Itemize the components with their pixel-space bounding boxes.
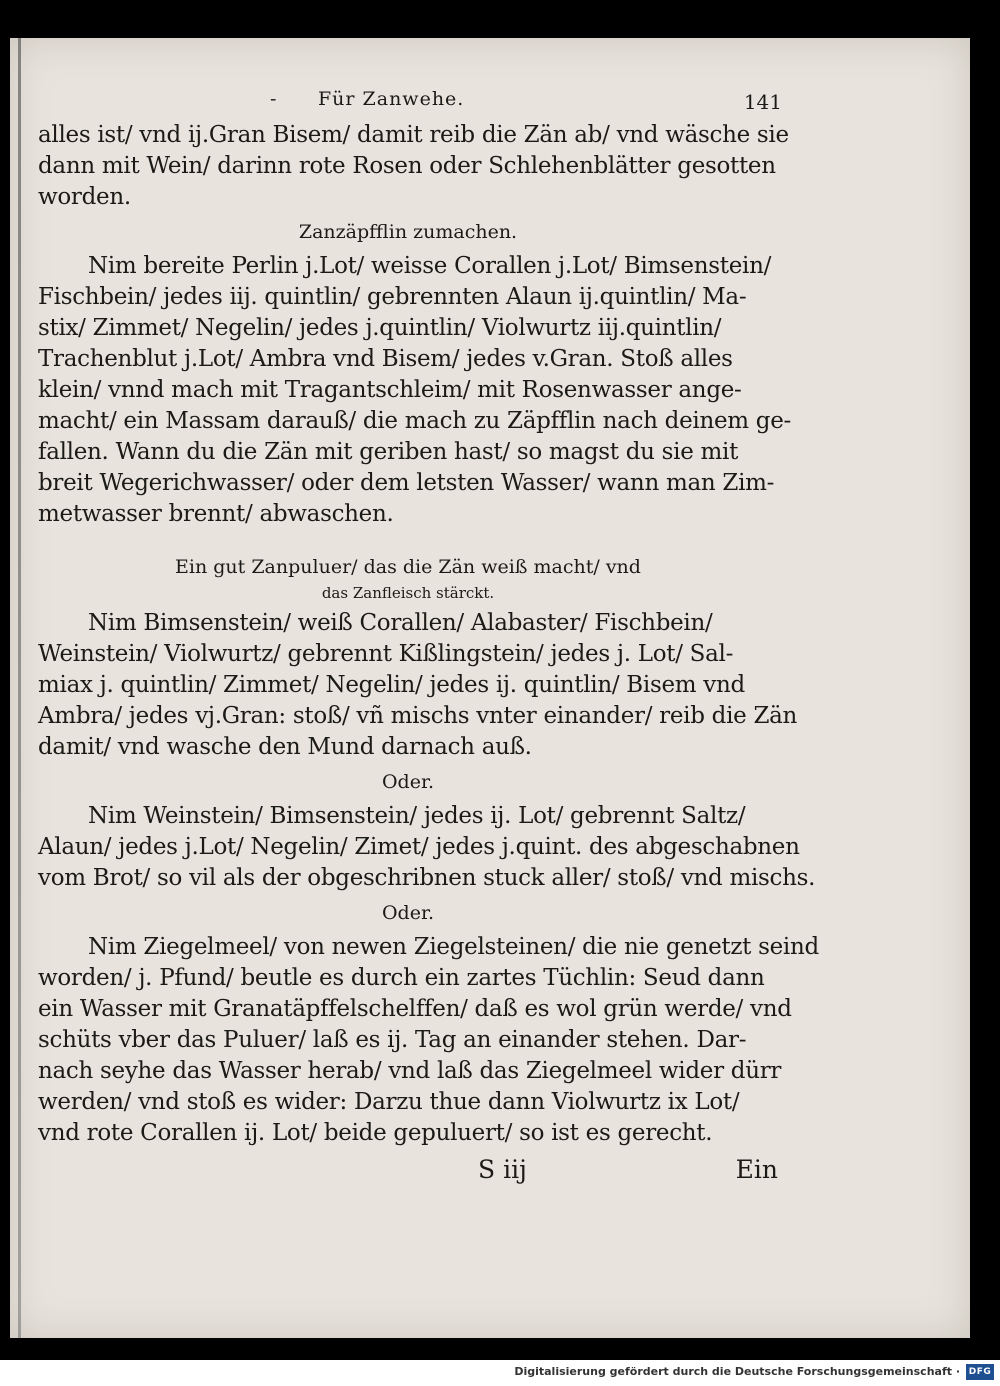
text-line: macht/ ein Massam darauß/ die mach zu Zäpfflin nach deinem ge-	[38, 408, 792, 434]
text-line: metwasser brennt/ abwaschen.	[38, 501, 394, 527]
text-block	[38, 86, 819, 1191]
signature-mark: S iij	[478, 1155, 527, 1184]
section-heading-zanzaepfflin: Zanzäpfflin zumachen.	[298, 221, 518, 243]
text-line: werden/ vnd stoß es wider: Darzu thue dann Violwurtz ix Lot/	[38, 1089, 740, 1115]
book-page	[10, 38, 970, 1338]
text-line: worden.	[38, 184, 131, 210]
text-line: schüts vber das Puluer/ laß es ij. Tag an einander stehen. Dar-	[38, 1027, 747, 1053]
text-line: vnd rote Corallen ij. Lot/ beide gepuluert/ so ist es gerecht.	[38, 1120, 713, 1146]
page-footer	[38, 1151, 778, 1191]
section-heading-oder-2: Oder.	[381, 902, 435, 924]
text-line: damit/ vnd wasche den Mund darnach auß.	[38, 734, 532, 760]
running-head	[38, 86, 782, 120]
text-line: Nim Weinstein/ Bimsenstein/ jedes ij. Lot/ gebrennt Saltz/	[88, 803, 746, 829]
text-line: Trachenblut j.Lot/ Ambra vnd Bisem/ jedes v.Gran. Stoß alles	[38, 346, 733, 372]
text-line: alles ist/ vnd ij.Gran Bisem/ damit reib die Zän ab/ vnd wäsche sie	[38, 122, 789, 148]
continuation-paragraph	[38, 120, 789, 213]
section-body-zanpuluer	[38, 608, 798, 763]
section-body-oder-1	[38, 801, 816, 894]
text-line: Ambra/ jedes vj.Gran: stoß/ vñ mischs vnter einander/ reib die Zän	[38, 703, 798, 729]
text-line: klein/ vnnd mach mit Tragantschleim/ mit Rosenwasser ange-	[38, 377, 742, 403]
text-line: Alaun/ jedes j.Lot/ Negelin/ Zimet/ jedes j.quint. des abgeschabnen	[38, 834, 800, 860]
section-subheading-zanpuluer: das Zanfleisch stärckt.	[321, 584, 495, 602]
section-heading-zanpuluer: Ein gut Zanpuluer/ das die Zän weiß macht/ vnd	[175, 556, 641, 578]
running-head-dash: -	[270, 88, 277, 110]
page-number: 141	[743, 90, 782, 114]
text-line: Nim Bimsenstein/ weiß Corallen/ Alabaster/ Fischbein/	[88, 610, 713, 636]
dfg-footer-bar	[0, 1360, 1000, 1386]
text-line: Weinstein/ Violwurtz/ gebrennt Kißlingstein/ jedes j. Lot/ Sal-	[38, 641, 734, 667]
section-heading-oder-1: Oder.	[381, 771, 435, 793]
text-line: Nim Ziegelmeel/ von newen Ziegelsteinen/ die nie genetzt seind	[88, 934, 819, 960]
text-line: stix/ Zimmet/ Negelin/ jedes j.quintlin/ Violwurtz iij.quintlin/	[38, 315, 722, 341]
section-body-zanzaepfflin	[38, 251, 792, 530]
dfg-credit-text: Digitalisierung gefördert durch die Deutsche Forschungsgemeinschaft ·	[514, 1365, 960, 1378]
section-body-oder-2	[38, 932, 819, 1149]
text-line: ein Wasser mit Granatäpffelschelffen/ daß es wol grün werde/ vnd	[38, 996, 792, 1022]
running-head-title: Für Zanwehe.	[318, 88, 465, 110]
text-line: miax j. quintlin/ Zimmet/ Negelin/ jedes ij. quintlin/ Bisem vnd	[38, 672, 745, 698]
text-line: Fischbein/ jedes iij. quintlin/ gebrennten Alaun ij.quintlin/ Ma-	[38, 284, 747, 310]
dfg-logo: DFG	[966, 1364, 994, 1380]
text-line: fallen. Wann du die Zän mit geriben hast/ so magst du sie mit	[38, 439, 739, 465]
text-line: nach seyhe das Wasser herab/ vnd laß das Ziegelmeel wider dürr	[38, 1058, 782, 1084]
text-line: vom Brot/ so vil als der obgeschribnen stuck aller/ stoß/ vnd mischs.	[38, 865, 816, 891]
text-line: dann mit Wein/ darinn rote Rosen oder Schlehenblätter gesotten	[38, 153, 776, 179]
catchword: Ein	[735, 1155, 778, 1184]
text-line: breit Wegerichwasser/ oder dem letsten Wasser/ wann man Zim-	[38, 470, 775, 496]
text-line: worden/ j. Pfund/ beutle es durch ein zartes Tüchlin: Seud dann	[38, 965, 765, 991]
text-line: Nim bereite Perlin j.Lot/ weisse Corallen j.Lot/ Bimsenstein/	[88, 253, 772, 279]
